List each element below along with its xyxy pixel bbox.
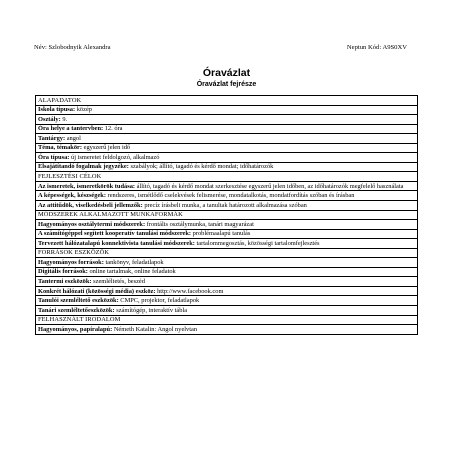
section-header: MÓDSZEREK ALKALMAZOTT MUNKAFORMÁK bbox=[36, 210, 418, 220]
field-label: Tantárgy: bbox=[38, 134, 66, 142]
field-value: tartalommegosztás, közösségi tartalomfejlesztés bbox=[194, 239, 320, 247]
field-cell bbox=[36, 286, 418, 296]
field-label: Osztály: bbox=[38, 115, 61, 123]
field-cell bbox=[36, 162, 418, 172]
field-cell bbox=[36, 124, 418, 134]
field-value: 12. óra bbox=[103, 125, 123, 133]
field-label: Az ismeretek, ismeretkörök tudása: bbox=[38, 182, 136, 190]
field-row bbox=[36, 239, 418, 249]
field-value: számítógép, interaktív tábla bbox=[114, 306, 188, 314]
field-cell bbox=[36, 296, 418, 306]
field-cell bbox=[36, 267, 418, 277]
field-value: frontális osztálymunka, tanári magyarázat bbox=[145, 220, 254, 228]
section-header: FORRÁSOK ESZKÖZÖK bbox=[36, 248, 418, 258]
field-row bbox=[36, 325, 418, 335]
field-cell bbox=[36, 220, 418, 230]
field-row bbox=[36, 306, 418, 316]
section-header-row bbox=[36, 96, 418, 106]
section-header: FEJLESZTÉSI CÉLOK bbox=[36, 172, 418, 182]
field-row bbox=[36, 143, 418, 153]
field-cell bbox=[36, 143, 418, 153]
field-cell bbox=[36, 229, 418, 239]
field-row bbox=[36, 105, 418, 115]
field-value: rendszeres, ismétlődő cselekvések felismerése, mondatalkotás, mondatfordítás szóban és írásban bbox=[105, 192, 355, 200]
field-label: Hagyományos, papíralapú: bbox=[38, 325, 113, 333]
field-row bbox=[36, 181, 418, 191]
field-label: Óra típusa: bbox=[38, 153, 70, 161]
field-cell bbox=[36, 153, 418, 163]
field-row bbox=[36, 153, 418, 163]
field-row bbox=[36, 229, 418, 239]
field-value: egyszerű jelen idő bbox=[82, 144, 131, 152]
field-value: online tartalmak, online feladatok bbox=[87, 268, 176, 276]
field-row bbox=[36, 115, 418, 125]
field-row bbox=[36, 258, 418, 268]
field-row bbox=[36, 267, 418, 277]
field-row bbox=[36, 296, 418, 306]
section-header-row bbox=[36, 210, 418, 220]
section-header-row bbox=[36, 172, 418, 182]
field-row bbox=[36, 191, 418, 201]
section-header: ALAPADATOK bbox=[36, 96, 418, 106]
field-row bbox=[36, 286, 418, 296]
page-title: Óravázlat bbox=[202, 67, 251, 79]
field-row bbox=[36, 124, 418, 134]
field-cell bbox=[36, 115, 418, 125]
field-value: 9. bbox=[60, 115, 68, 123]
field-label: Konkrét hálózati (közösségi média) eszköz: bbox=[38, 287, 156, 295]
field-cell bbox=[36, 239, 418, 249]
field-value: precíz írásbeli munka, a tanultak határozott alkalmazása szóban bbox=[142, 201, 307, 209]
field-cell bbox=[36, 201, 418, 211]
field-cell bbox=[36, 325, 418, 335]
field-label: Óra helye a tantervben: bbox=[38, 125, 104, 133]
section-header-row bbox=[36, 315, 418, 325]
field-row bbox=[36, 201, 418, 211]
field-value: tankönyv, feladatlapok bbox=[103, 258, 164, 266]
field-label: Iskola típusa: bbox=[38, 106, 76, 114]
field-label: Hagyományos források: bbox=[38, 258, 104, 266]
field-row bbox=[36, 220, 418, 230]
section-header-row bbox=[36, 248, 418, 258]
field-value: szemléltetés, beszéd bbox=[91, 277, 145, 285]
student-name: Név: Szlobodnyik Alexandra bbox=[34, 44, 111, 51]
field-row bbox=[36, 134, 418, 144]
field-label: Digitális források: bbox=[38, 268, 88, 276]
section-header: FELHASZNÁLT IRODALOM bbox=[36, 315, 418, 325]
field-label: Tanulói szemléltető eszközök: bbox=[38, 297, 119, 305]
field-value: problémaalapú tanulás bbox=[191, 230, 251, 238]
page-subtitle: Óravázlat fejrésze bbox=[196, 81, 257, 88]
field-label: Téma, témakör: bbox=[38, 144, 83, 152]
field-label: Az attitűdök, viselkedésbeli jellemzők: bbox=[38, 201, 143, 209]
field-label: A képességek, készségek: bbox=[38, 192, 106, 200]
field-row bbox=[36, 162, 418, 172]
field-label: Tanári szemléltetőeszközök: bbox=[38, 306, 115, 314]
field-label: A számítógéppel segített kooperatív tanulási módszerek: bbox=[38, 230, 192, 238]
field-cell bbox=[36, 134, 418, 144]
field-value: Németh Katalin: Angol nyelvtan bbox=[112, 325, 198, 333]
field-label: Elsajátítandó fogalmak jegyzéke: bbox=[38, 163, 129, 171]
field-label: Hagyományos osztálytermi módszerek: bbox=[38, 220, 146, 228]
field-value: CMPC, projektor, feladatlapok bbox=[118, 297, 200, 305]
neptun-code: Neptun Kód: A9S0XV bbox=[346, 44, 407, 51]
field-row bbox=[36, 277, 418, 287]
field-cell bbox=[36, 181, 418, 191]
field-value: új ismeretet feldolgozó, alkalmazó bbox=[69, 153, 160, 161]
field-value: szabályok; állító, tagadó és kérdő mondat; időhatározók bbox=[128, 163, 274, 171]
field-cell bbox=[36, 105, 418, 115]
field-label: Tantermi eszközök: bbox=[38, 277, 92, 285]
field-cell bbox=[36, 191, 418, 201]
field-value: közép bbox=[75, 106, 92, 114]
field-label: Tervezett hálózatalapú konnektivista tanulási módszerek: bbox=[38, 239, 195, 247]
field-cell bbox=[36, 258, 418, 268]
document-header bbox=[34, 44, 407, 51]
field-value: angol bbox=[65, 134, 81, 142]
field-cell bbox=[36, 306, 418, 316]
field-value: http://www.facebook.com bbox=[155, 287, 224, 295]
field-cell bbox=[36, 277, 418, 287]
lesson-plan-table bbox=[35, 95, 418, 335]
field-value: állító, tagadó és kérdő mondat szerkesztése egyszerű jelen időben, az időhatározók megfelelő használata bbox=[135, 182, 404, 190]
